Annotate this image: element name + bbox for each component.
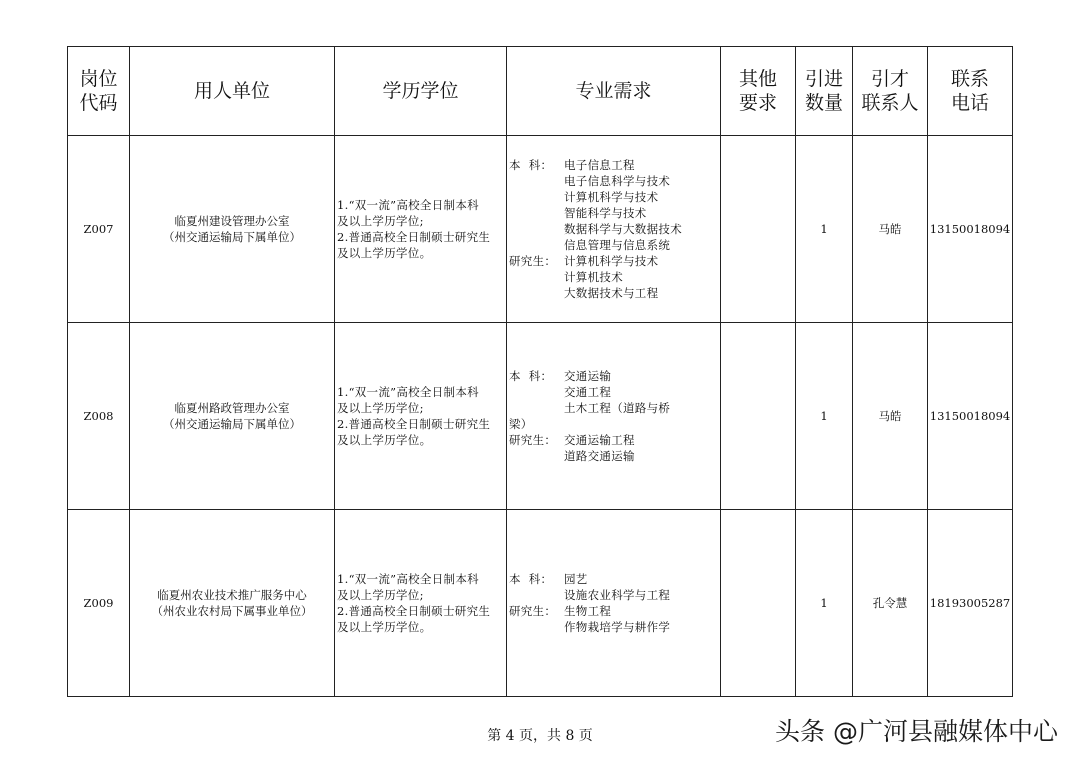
major-item: 电子信息科学与技术 [564, 174, 671, 188]
table-row [68, 136, 1013, 323]
major-item: 交通工程 [564, 385, 612, 399]
contact-person-cell: 马皓 [853, 323, 928, 510]
major-item: 作物栽培学与耕作学 [564, 620, 671, 634]
major-item: 智能科学与技术 [564, 206, 647, 220]
position-code: Z008 [68, 323, 130, 510]
quantity-cell: 1 [796, 323, 853, 510]
page-number: 第 4 页，共 8 页 [487, 728, 593, 744]
quantity-cell: 1 [796, 136, 853, 323]
major-item: 园艺 [564, 572, 588, 586]
major-group-graduate: 研究生： 计算机科学与技术 计算机技术 大数据技术与工程 [509, 254, 659, 300]
header-contact-person: 引才 联系人 [853, 47, 928, 136]
other-requirements-cell [721, 136, 796, 323]
table-row [68, 510, 1013, 697]
employer-cell: 临夏州路政管理办公室 （州交通运输局下属单位） [130, 323, 335, 510]
employer-cell: 临夏州农业技术推广服务中心 （州农业农村局下属事业单位） [130, 510, 335, 697]
major-item-wrap: 梁） [509, 417, 533, 431]
quantity-cell: 1 [796, 510, 853, 697]
major-group-graduate: 研究生： 交通运输工程 道路交通运输 [509, 433, 635, 463]
major-cell [507, 136, 721, 323]
education-cell: 1.“双一流”高校全日制本科 及以上学历学位; 2.普通高校全日制硕士研究生 及以上学历学位。 [335, 323, 507, 510]
major-group-undergrad: 本 科： 交通运输 交通工程 土木工程（道路与桥 [509, 369, 671, 415]
phone-cell: 13150018094 [928, 323, 1013, 510]
header-employer: 用人单位 [130, 47, 335, 136]
employer-cell: 临夏州建设管理办公室 （州交通运输局下属单位） [130, 136, 335, 323]
education-cell: 1.“双一流”高校全日制本科 及以上学历学位; 2.普通高校全日制硕士研究生 及以上学历学位。 [335, 136, 507, 323]
major-item: 道路交通运输 [564, 449, 635, 463]
phone-cell: 13150018094 [928, 136, 1013, 323]
major-cell [507, 510, 721, 697]
major-item: 交通运输 [564, 369, 612, 383]
major-item: 设施农业科学与工程 [564, 588, 671, 602]
major-item: 信息管理与信息系统 [564, 238, 671, 252]
header-quantity: 引进 数量 [796, 47, 853, 136]
major-group-undergrad: 本 科： 园艺 设施农业科学与工程 [509, 572, 671, 602]
major-item: 数据科学与大数据技术 [564, 222, 682, 236]
contact-person-cell: 孔令慧 [853, 510, 928, 697]
table-header-row [68, 47, 1013, 136]
major-item: 计算机科学与技术 [564, 254, 659, 268]
major-item: 电子信息工程 [564, 158, 635, 172]
other-requirements-cell [721, 510, 796, 697]
contact-person-cell: 马皓 [853, 136, 928, 323]
major-item: 大数据技术与工程 [564, 286, 659, 300]
phone-cell: 18193005287 [928, 510, 1013, 697]
major-item: 土木工程（道路与桥 [564, 401, 671, 415]
education-cell: 1.“双一流”高校全日制本科 及以上学历学位; 2.普通高校全日制硕士研究生 及以上学历学位。 [335, 510, 507, 697]
major-group-undergrad: 本 科： 电子信息工程 电子信息科学与技术 计算机科学与技术 智能科学与技术 数据科学与大数据技术 信息管理与信息系统 [509, 158, 682, 252]
major-group-graduate: 研究生： 生物工程 作物栽培学与耕作学 [509, 604, 671, 634]
recruitment-table [67, 46, 1013, 697]
header-other-requirements: 其他 要求 [721, 47, 796, 136]
major-item: 计算机技术 [564, 270, 623, 284]
header-phone: 联系 电话 [928, 47, 1013, 136]
other-requirements-cell [721, 323, 796, 510]
watermark: 头条 @广河县融媒体中心 [775, 717, 1058, 746]
position-code: Z009 [68, 510, 130, 697]
major-cell [507, 323, 721, 510]
position-code: Z007 [68, 136, 130, 323]
table-row [68, 323, 1013, 510]
header-position-code: 岗位 代码 [68, 47, 130, 136]
major-item: 计算机科学与技术 [564, 190, 659, 204]
header-education: 学历学位 [335, 47, 507, 136]
major-item: 交通运输工程 [564, 433, 635, 447]
header-major: 专业需求 [507, 47, 721, 136]
major-item: 生物工程 [564, 604, 612, 618]
